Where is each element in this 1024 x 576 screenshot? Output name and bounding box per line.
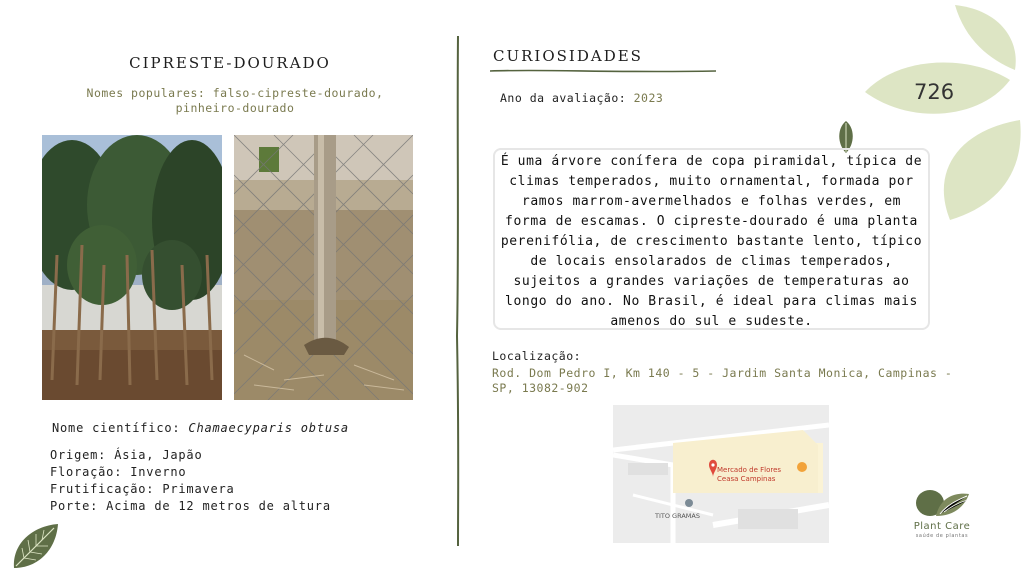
scientific-name-line (52, 421, 349, 435)
map-place-label: Mercado de Flores Ceasa Campinas (717, 466, 782, 483)
section-title: CURIOSIDADES (493, 47, 643, 65)
plant-care-logo-icon (914, 488, 970, 518)
plant-photo-trees (42, 135, 222, 400)
logo-name: Plant Care (913, 521, 971, 532)
location-label: Localização: (492, 349, 582, 363)
origin: Origem: Ásia, Japão (50, 448, 203, 462)
logo-tagline: saúde de plantas (915, 533, 969, 539)
year-value: 2023 (633, 91, 664, 105)
title-underline (490, 68, 716, 74)
location-value: Rod. Dom Pedro I, Km 140 - 5 - Jardim Santa Monica, Campinas - SP, 13082-902 (492, 366, 953, 395)
size: Porte: Acima de 12 metros de altura (50, 499, 331, 513)
flowering: Floração: Inverno (50, 465, 187, 479)
scientific-name: Chamaecyparis obtusa (188, 421, 349, 435)
leaf-decoration-bottom-left (10, 522, 60, 570)
badge-number: 726 (914, 80, 955, 104)
description-box: É uma árvore conífera de copa piramidal, típica de climas temperados, muito ornamental, formada por ramos marrom-avermelhados e folhas verdes, em forma de escamas. O cipreste-dourado é uma planta perenifólia, de crescimento bastante lento, típico de locais ensolarados de climas temperados, sujeitos a grandes variações de temperaturas ao longo do ano. No Brasil, é ideal para climas mais amenos do sul e sudeste. (493, 148, 930, 330)
year-line (500, 91, 663, 105)
plant-title: CIPRESTE-DOURADO (129, 54, 331, 72)
popular-names: Nomes populares: falso-cipreste-dourado, pinheiro-dourado (86, 86, 384, 115)
vertical-divider (453, 36, 463, 546)
location-map[interactable] (613, 405, 829, 543)
map-poi-label: TITO GRAMAS (655, 512, 700, 520)
plant-photo-trunk (234, 135, 413, 400)
scientific-label: Nome científico: (52, 421, 189, 435)
fruiting: Frutificação: Primavera (50, 482, 235, 496)
year-label: Ano da avaliação: (500, 91, 634, 105)
